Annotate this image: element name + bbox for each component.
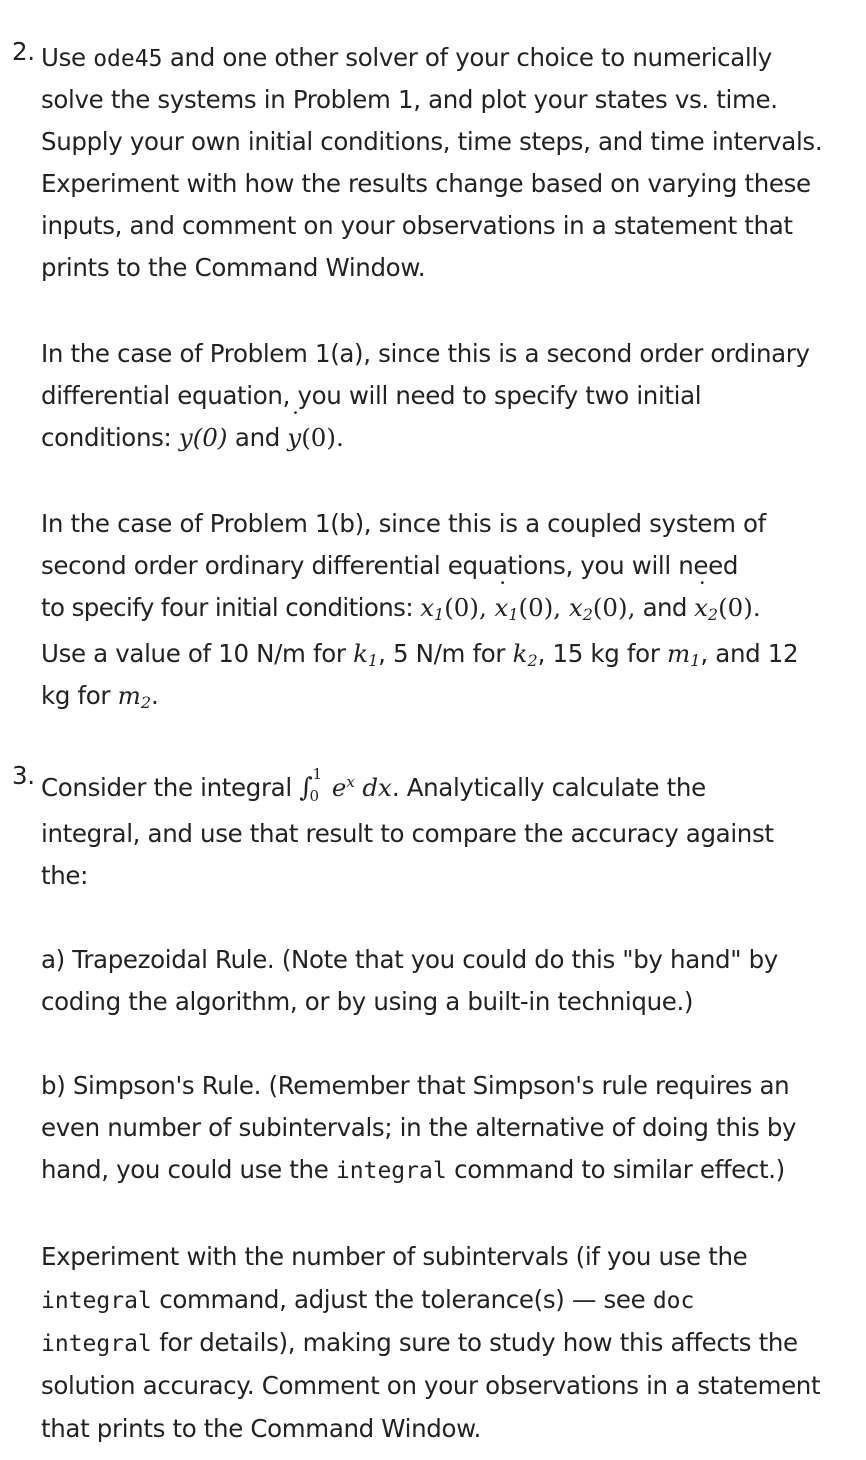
problem-3-part-a: a) Trapezoidal Rule. (Note that you could do this "by hand" by coding the algorithm, or by using a built-in technique.) <box>41 945 778 1016</box>
integral-code: integral <box>335 1158 447 1184</box>
math-m1: $m_1$ <box>667 639 701 670</box>
math-k2: $k_2$ <box>512 639 538 670</box>
problem-3-number: 3. <box>12 761 35 790</box>
math-k1: $k_1$ <box>353 639 379 670</box>
problem-3-intro: Consider the integral ∫ 1 0 $e^x$ dx. Analytically calculate the integral, and use that result to compare the accuracy against the: <box>41 765 774 890</box>
problem-2-part-a: In the case of Problem 1(a), since this is a second order ordinary differential equation, you will need to specify two initial conditions: y(0) and ˙ y(0). <box>41 333 863 459</box>
ode45-code: ode45 <box>93 46 163 72</box>
problem-2-part-b: In the case of Problem 1(b), since this is a coupled system of second order ordinary differential equations, you will need to specify four initial conditions: $x_1(0)$, ˙ $x_1(0)$, $x_2(0)$, and ˙ $x_2(0)$. Use a value of 10 N/m for $k_1$, 5 N/m for $k_2$, 15 kg for $m_1$, and 12 kg for $m_2$. <box>41 503 863 717</box>
integral-expression: ∫ 1 0 $e^x$ dx <box>299 765 392 805</box>
problem-2-number: 2. <box>12 37 35 66</box>
problem-2-intro: Use ode45 and one other solver of your choice to numerically solve the systems in Problem 1, and plot your states vs. time. Supply your own initial conditions, time steps, and time intervals. Experiment with how the results change based on varying these inputs, and comment on your observations in a statement that prints to the Command Window. <box>41 43 823 282</box>
doc-code: doc <box>652 1288 695 1314</box>
math-ydot: ˙ y <box>287 417 301 459</box>
integral-code: integral <box>41 1331 152 1357</box>
integral-code: integral <box>41 1288 152 1314</box>
math-initial-conditions: $x_1(0)$, ˙ $x_1(0)$, $x_2(0)$, <box>420 593 635 622</box>
math-y0: y(0) <box>178 423 228 452</box>
problem-3-experiment: Experiment with the number of subintervals (if you use the integral command, adjust the tolerance(s) — see doc integral for details), making sure to study how this affects the solution accuracy. Comment on your observations in a statement that prints to the Command Window. <box>41 1242 821 1443</box>
problem-3-part-b: b) Simpson's Rule. (Remember that Simpson's rule requires an even number of subintervals; in the alternative of doing this by hand, you could use the integral command to similar effect.) <box>41 1071 797 1184</box>
math-m2: $m_2$ <box>117 681 151 712</box>
